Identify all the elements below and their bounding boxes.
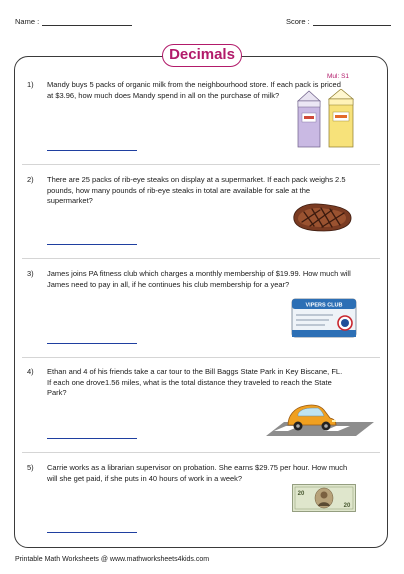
car-on-road-illustration <box>266 398 374 438</box>
score-field <box>286 17 391 26</box>
divider-1 <box>22 164 380 165</box>
milk-cartons-illustration <box>296 89 356 149</box>
question-number-5: 5) <box>27 463 34 472</box>
question-text-3: James joins PA fitness club which charges a monthly membership of $19.99. How much will James need to pay in all, if he continues his club membership for a year? <box>47 269 351 289</box>
question-text-1: Mandy buys 5 packs of organic milk from the neighbourhood store. If each pack is priced at $3.96, how much does Mandy spend in all on the purchase of milk? <box>47 80 341 100</box>
question-text-4: Ethan and 4 of his friends take a car tour to the Bill Baggs State Park in Key Biscane, FL. If each one drove1.56 miles, what is the total distance they traveled to reach the State Park? <box>47 367 343 397</box>
score-label: Score : <box>286 17 310 26</box>
question-number-4: 4) <box>27 367 34 376</box>
membership-card-illustration <box>291 298 357 338</box>
question-number-2: 2) <box>27 175 34 184</box>
divider-4 <box>22 452 380 453</box>
twenty-dollar-bill-illustration <box>292 484 356 512</box>
question-number-1: 1) <box>27 80 34 89</box>
name-label: Name : <box>15 17 40 26</box>
answer-line-2[interactable] <box>47 244 137 245</box>
bill-value-left: 20 <box>297 491 305 497</box>
answer-line-5[interactable] <box>47 532 137 533</box>
question-text-2: There are 25 packs of rib-eye steaks on display at a supermarket. If each pack weighs 2.5 pounds, how many pounds of rib-eye steaks in total are available for sale at the supermarket? <box>47 175 346 205</box>
footer-credit: Printable Math Worksheets @ www.mathworksheets4kids.com <box>15 556 210 563</box>
question-text-5: Carrie works as a librarian supervisor on probation. She earns $29.75 per hour. How much will she get paid, if she puts in 40 hours of work in a week? <box>47 463 348 483</box>
score-line <box>313 17 391 26</box>
divider-2 <box>22 258 380 259</box>
question-number-3: 3) <box>27 269 34 278</box>
card-label: VIPERS CLUB <box>305 302 343 309</box>
bill-value-right: 20 <box>343 503 351 509</box>
steak-illustration <box>290 200 354 234</box>
divider-3 <box>22 357 380 358</box>
answer-line-1[interactable] <box>47 150 137 151</box>
answer-line-4[interactable] <box>47 438 137 439</box>
name-line <box>42 17 132 26</box>
answer-line-3[interactable] <box>47 343 137 344</box>
worksheet-code: Mul: S1 <box>327 73 350 80</box>
worksheet-title: Decimals <box>162 44 242 67</box>
name-field <box>15 17 132 26</box>
